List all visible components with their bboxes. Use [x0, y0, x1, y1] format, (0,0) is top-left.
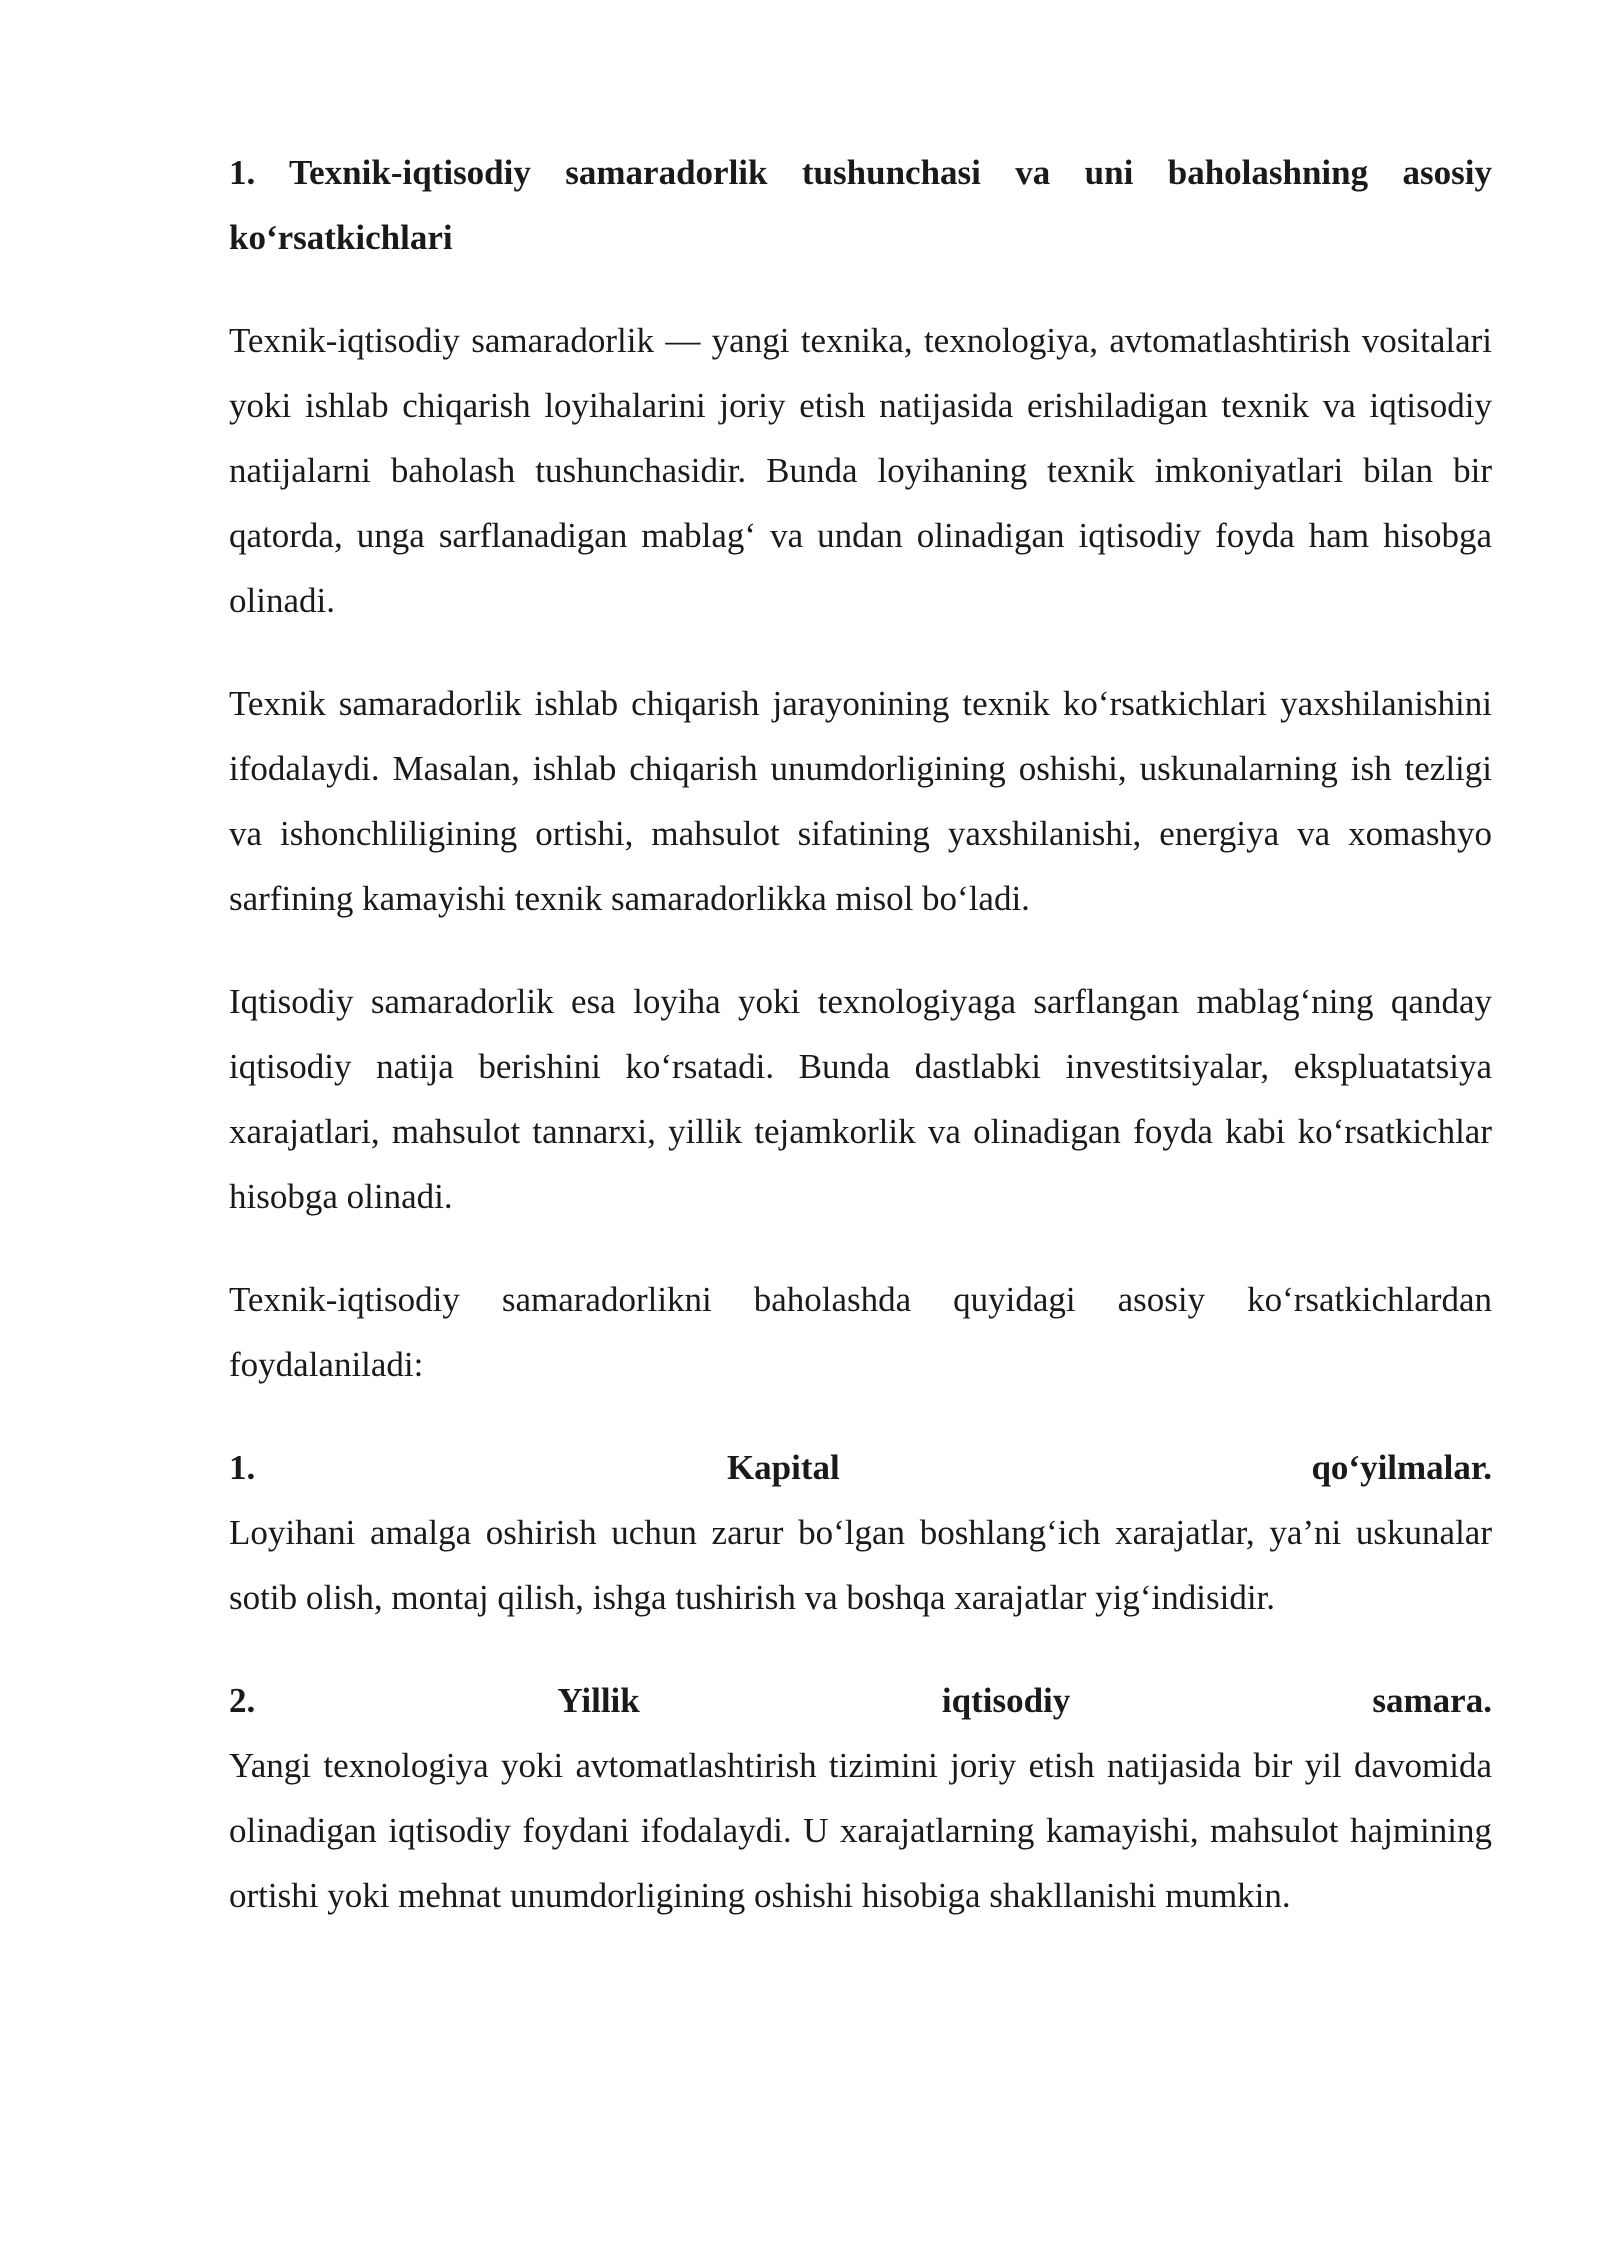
item-number: 1.	[229, 1448, 256, 1487]
item-title-capital	[229, 1435, 1492, 1500]
item-body-capital: Loyihani amalga oshirish uchun zarur bo‘lgan boshlang‘ich xarajatlar, ya’ni uskunalar sotib olish, montaj qilish, ishga tushirish va boshqa xarajatlar yig‘indisidir.	[229, 1513, 1492, 1617]
item-body-annual-effect: Yangi texnologiya yoki avtomatlashtirish tizimini joriy etish natijasida bir yil davomida olinadigan iqtisodiy foydani ifodalaydi. U xarajatlarning kamayishi, mahsulot hajmining ortishi yoki mehnat unumdorligining oshishi hisobiga shakllanishi mumkin.	[229, 1746, 1492, 1915]
item-title-annual-effect	[229, 1668, 1492, 1733]
item-title-word: iqtisodiy	[941, 1681, 1071, 1720]
document-page	[229, 140, 1492, 1966]
item-title-word: Kapital	[726, 1448, 840, 1487]
paragraph-definition: Texnik-iqtisodiy samaradorlik — yangi texnika, texnologiya, avtomatlashtirish vositalari yoki ishlab chiqarish loyihalarini joriy etish natijasida erishiladigan texnik va iqtisodiy natijalarni baholash tushunchasidir. Bunda loyihaning texnik imkoniyatlari bilan bir qatorda, unga sarflanadigan mablag‘ va undan olinadigan iqtisodiy foyda ham hisobga olinadi.	[229, 321, 1492, 620]
item-number: 2.	[229, 1681, 256, 1720]
section-heading: 1. Texnik-iqtisodiy samaradorlik tushunchasi va uni baholashning asosiy ko‘rsatkichlari	[229, 153, 1492, 257]
item-title-word: qo‘yilmalar.	[1311, 1448, 1492, 1487]
item-title-word: samara.	[1372, 1681, 1492, 1720]
paragraph-economic-efficiency: Iqtisodiy samaradorlik esa loyiha yoki texnologiyaga sarflangan mablag‘ning qanday iqtisodiy natija berishini ko‘rsatadi. Bunda dastlabki investitsiyalar, ekspluatatsiya xarajatlari, mahsulot tannarxi, yillik tejamkorlik va olinadigan foyda kabi ko‘rsatkichlar hisobga olinadi.	[229, 982, 1492, 1216]
item-title-word: Yillik	[557, 1681, 640, 1720]
paragraph-technical-efficiency: Texnik samaradorlik ishlab chiqarish jarayonining texnik ko‘rsatkichlari yaxshilanishini ifodalaydi. Masalan, ishlab chiqarish unumdorligining oshishi, uskunalarning ish tezligi va ishonchliligining ortishi, mahsulot sifatining yaxshilanishi, energiya va xomashyo sarfining kamayishi texnik samaradorlikka misol bo‘ladi.	[229, 684, 1492, 918]
paragraph-indicators-intro: Texnik-iqtisodiy samaradorlikni baholashda quyidagi asosiy ko‘rsatkichlardan foydalaniladi:	[229, 1280, 1492, 1384]
